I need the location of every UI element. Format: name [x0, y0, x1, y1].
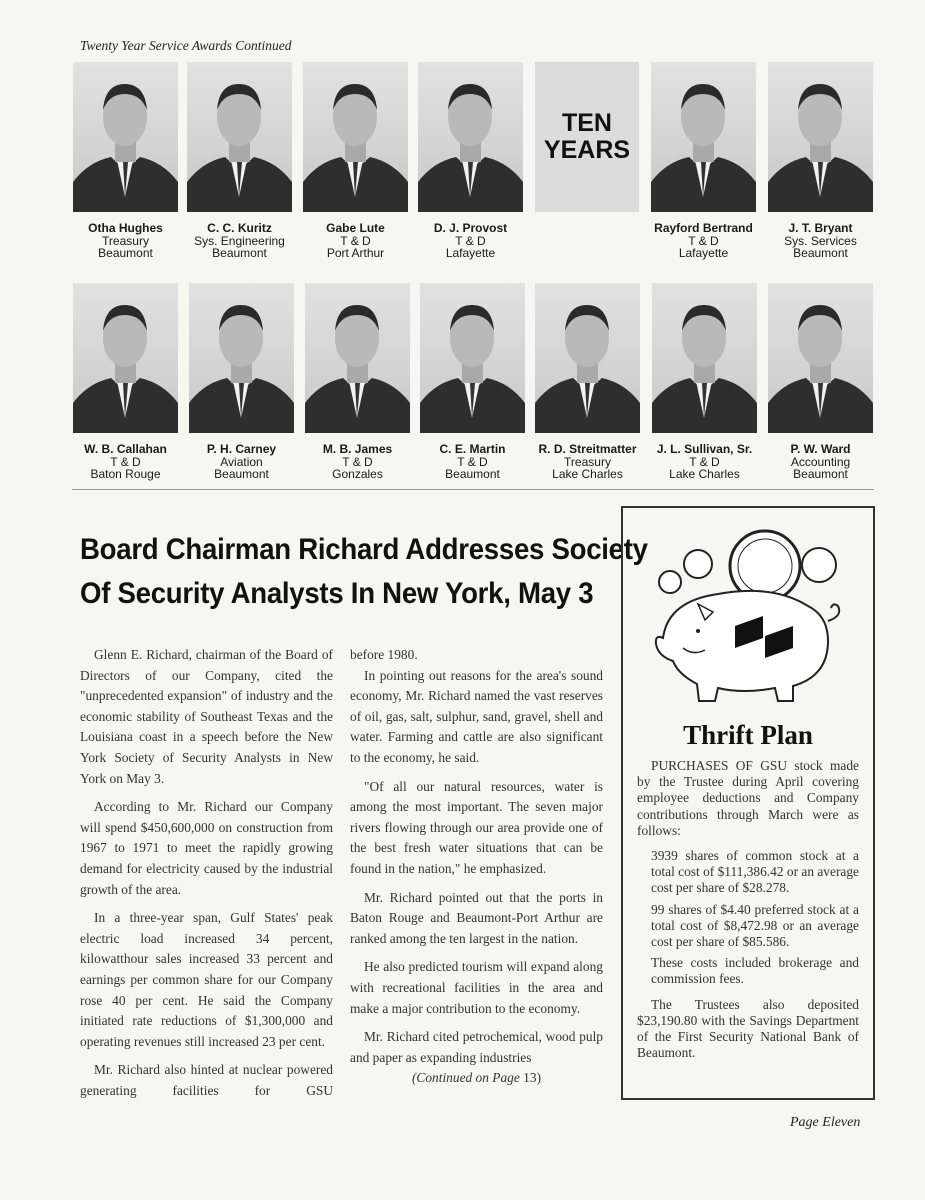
- portrait-caption: [295, 443, 420, 481]
- portrait-photo: [535, 283, 640, 433]
- caption-city: Beaumont: [793, 246, 848, 260]
- paragraph: "Of all our natural resources, water is among the most important. The seven major rivers flowing through our area provide one of the best fresh water situations that can be found in the nation," he emphasized.: [350, 778, 603, 876]
- caption-city: Beaumont: [214, 467, 269, 481]
- portrait-photo: [189, 283, 294, 433]
- caption-name: R. D. Streitmatter: [538, 442, 637, 456]
- caption-name: W. B. Callahan: [84, 442, 167, 456]
- caption-dept: Treasury: [564, 454, 611, 469]
- continued-note[interactable]: [350, 1068, 603, 1089]
- caption-dept: Sys. Services: [784, 233, 857, 248]
- portrait-caption: [525, 443, 650, 481]
- portrait-caption: [408, 222, 533, 260]
- page-number: Page Eleven: [790, 1115, 861, 1130]
- caption-city: Lafayette: [678, 246, 729, 260]
- thrift-plan-box: [621, 506, 875, 1100]
- paragraph: Glenn E. Richard, chairman of the Board of Directors of our Company, cited the "unprecedented expansion" of industry and the economic stability of Southeast Texas and the Louisiana coast in a speech before the New York Society of Security Analysts in New York on May 3.: [80, 647, 333, 786]
- caption-dept: T & D: [110, 454, 141, 469]
- caption-name: P. W. Ward: [790, 442, 851, 456]
- portrait-photo: [651, 62, 756, 212]
- caption-name: M. B. James: [322, 442, 393, 456]
- continued-text: (Continued on Page: [411, 1070, 520, 1086]
- paragraph: According to Mr. Richard our Company will spend $450,600,000 on construction from 1967 to 1971 to meet the rapidly growing demand for electricity caused by the industrial growth of the area.: [80, 799, 333, 897]
- paragraph: PURCHASES OF GSU stock made by the Trustee during April covering employee deductions and Company contributions through March were as follows:: [637, 758, 859, 838]
- headline-line-1: Board Chairman Richard Addresses Society: [80, 533, 648, 566]
- article-headline: [80, 528, 648, 616]
- paragraph: Mr. Richard cited petrochemical, wood pulp and paper as expanding industries: [350, 1029, 603, 1065]
- thrift-plan-text: [637, 758, 859, 1066]
- caption-name: J. T. Bryant: [788, 221, 853, 235]
- portrait-photo: [73, 62, 178, 212]
- paragraph: He also predicted tourism will expand along with recreational facilities in the area and make a major contribution to the economy.: [350, 959, 603, 1016]
- paragraph: before 1980.: [350, 647, 418, 662]
- portrait-caption: [63, 443, 188, 481]
- portrait-caption: [177, 222, 302, 260]
- caption-city: Lafayette: [445, 246, 496, 260]
- caption-name: P. H. Carney: [206, 442, 277, 456]
- caption-name: J. L. Sullivan, Sr.: [656, 442, 753, 456]
- caption-dept: T & D: [689, 454, 720, 469]
- portrait-caption: [179, 443, 304, 481]
- caption-city: Gonzales: [332, 467, 383, 481]
- caption-city: Beaumont: [212, 246, 267, 260]
- piggy-bank-icon: [656, 591, 828, 701]
- portrait-photo: [420, 283, 525, 433]
- portrait-photo: [73, 283, 178, 433]
- caption-dept: T & D: [688, 233, 719, 248]
- portrait-photo: [768, 62, 873, 212]
- caption-name: Rayford Bertrand: [654, 221, 753, 235]
- portrait-photo: [768, 283, 873, 433]
- caption-dept: T & D: [340, 233, 371, 248]
- continued-page: 13): [523, 1070, 542, 1086]
- portrait-photo: [303, 62, 408, 212]
- caption-dept: Sys. Engineering: [194, 233, 285, 248]
- caption-dept: Treasury: [102, 233, 149, 248]
- portrait-caption: [758, 443, 883, 481]
- caption-city: Beaumont: [98, 246, 153, 260]
- ten-label: TEN: [561, 109, 612, 137]
- paragraph: Mr. Richard pointed out that the ports in Baton Rouge and Beaumont-Port Arthur are ranked among the ten largest in the nation.: [350, 889, 603, 946]
- caption-dept: Accounting: [790, 454, 851, 469]
- caption-name: C. C. Kuritz: [207, 221, 272, 235]
- paragraph: 99 shares of $4.40 preferred stock at a total cost of $8,472.98 or an average cost per share of $85.586.: [651, 901, 859, 950]
- article-column-2: [350, 645, 603, 1089]
- thrift-plan-title: Thrift Plan: [683, 720, 813, 750]
- portrait-photo: [652, 283, 757, 433]
- years-label: YEARS: [543, 136, 631, 164]
- caption-dept: T & D: [342, 454, 373, 469]
- paragraph: The Trustees also deposited $23,190.80 with the Savings Department of the First Security National Bank of Beaumont.: [637, 996, 859, 1061]
- piggy-bank-illustration: [623, 516, 873, 716]
- article-column-1: [80, 645, 333, 1109]
- portrait-caption: [758, 222, 883, 260]
- caption-name: Gabe Lute: [326, 221, 385, 235]
- portrait-caption: [642, 443, 767, 481]
- paragraph: Mr. Richard also hinted at nuclear powered generating facilities for GSU: [80, 1062, 333, 1098]
- caption-dept: Aviation: [220, 454, 263, 469]
- portrait-caption: [63, 222, 188, 260]
- portrait-caption: [410, 443, 535, 481]
- divider: [72, 489, 874, 490]
- portrait-caption: [293, 222, 418, 260]
- caption-city: Baton Rouge: [90, 467, 161, 481]
- caption-name: Otha Hughes: [88, 221, 163, 235]
- portrait-photo: [187, 62, 292, 212]
- paragraph: In a three-year span, Gulf States' peak electric load increased 34 percent, kilowatthour sales increased 33 percent and earnings per common share for our Company rose 40 per cent. He said the Company initiated rate reductions of $1,300,000 and operating revenues still increased 23 per cent.: [80, 910, 333, 1049]
- caption-dept: T & D: [457, 454, 488, 469]
- caption-name: C. E. Martin: [439, 442, 506, 456]
- portrait-caption: [641, 222, 766, 260]
- caption-name: D. J. Provost: [433, 221, 508, 235]
- ten-years-label: [535, 62, 639, 212]
- portrait-photo: [305, 283, 410, 433]
- running-head: Twenty Year Service Awards Continued: [80, 38, 292, 53]
- caption-city: Beaumont: [793, 467, 848, 481]
- caption-city: Beaumont: [445, 467, 500, 481]
- portrait-photo: [418, 62, 523, 212]
- paragraph: In pointing out reasons for the area's sound economy, Mr. Richard named the vast reserves of oil, gas, salt, sulphur, sand, gravel, shell and water. Farming and cattle are also significant to the economy, he said.: [350, 667, 603, 765]
- headline-line-2: Of Security Analysts In New York, May 3: [80, 577, 594, 610]
- caption-city: Lake Charles: [669, 467, 740, 481]
- caption-dept: T & D: [455, 233, 486, 248]
- caption-city: Port Arthur: [326, 246, 385, 260]
- paragraph: 3939 shares of common stock at a total cost of $111,386.42 or an average cost per share of $28.278.: [651, 848, 859, 896]
- caption-city: Lake Charles: [552, 467, 623, 481]
- paragraph: These costs included brokerage and commission fees.: [651, 955, 859, 987]
